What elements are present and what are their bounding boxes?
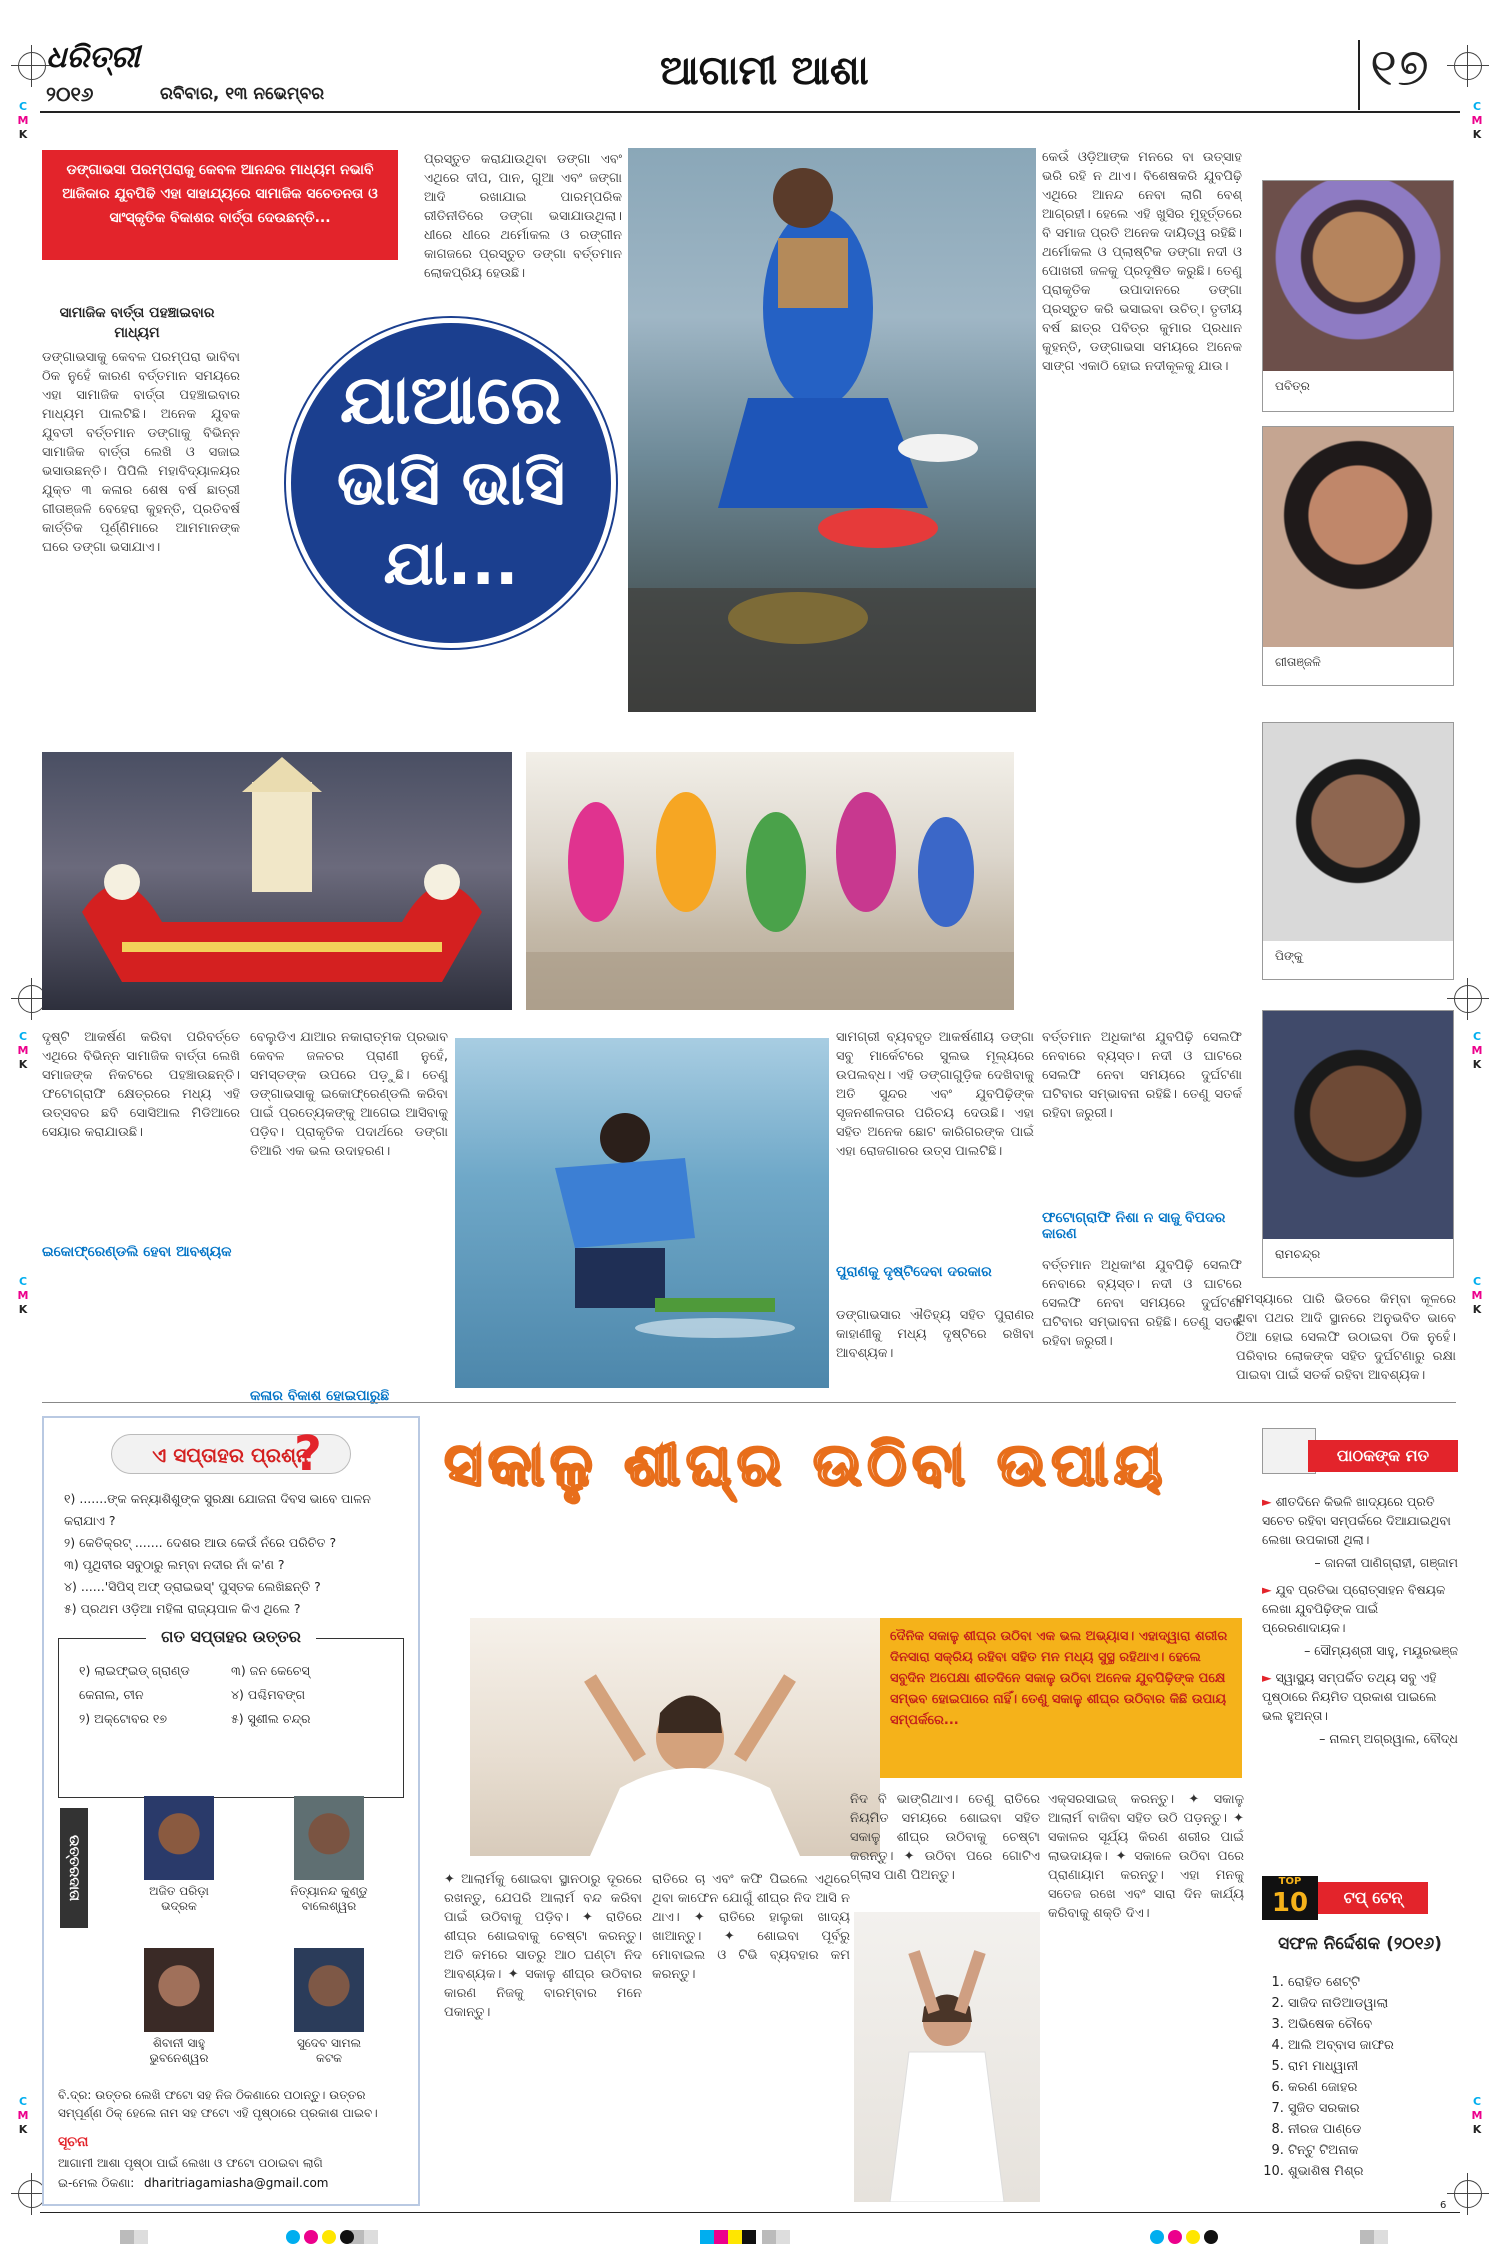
contact-label: ସୂଚନା [58, 2134, 89, 2150]
footer-page-number: 6 [1440, 2200, 1447, 2211]
quiz-question: ୫) ପ୍ରଥମ ଓଡ଼ିଆ ମହିଳା ରାଜ୍ୟପାଳ କିଏ ଥିଲେ ? [64, 1601, 301, 1616]
profile-card-4 [1262, 1010, 1454, 1278]
reader-opinion-item: ► ଶୀତଦିନେ କିଭଳି ଖାଦ୍ୟରେ ପ୍ରତି ସଚେତ ରହିବା ସମ୍ପର୍କରେ ଦିଆଯାଇଥିବା ଲେଖା ଉପକାରୀ ଥିଲା। – ଜାନକୀ ପାଣିଗ୍ରାହୀ, ଗଞ୍ଜାମ [1262, 1494, 1458, 1570]
cmk-mark-right-3: C M K [1471, 1275, 1483, 1316]
email-label: ଇ-ମେଲ ଠିକଣା: [58, 2176, 135, 2190]
lead-column-7c: ବର୍ତ୍ତମାନ ଅଧିକାଂଶ ଯୁବପିଢ଼ି ସେଲଫି ନେବାରେ ବ୍ୟସ୍ତ। ନଦୀ ଓ ଘାଟରେ ସେଲଫି ନେବା ସମୟରେ ଦୁର୍ଘଟଣା ଘଟିବାର ସମ୍ଭାବନା ରହିଛି। ତେଣୁ ସତର୍କ ରହିବା ଜରୁରୀ। [1042, 1258, 1242, 1349]
winner-photo-2 [294, 1796, 364, 1880]
reader-opinion-list [1262, 1492, 1458, 1748]
color-bar-2 [134, 2230, 148, 2244]
color-bar-5 [1360, 2230, 1374, 2244]
profile-card-3 [1262, 722, 1454, 980]
profile-photo-2 [1263, 427, 1453, 647]
cmk-mark-left-2: C M K [17, 1030, 29, 1071]
profile-photo-4 [1263, 1011, 1453, 1239]
profile-name-4: ରାମଚନ୍ଦ୍ର [1275, 1247, 1321, 1261]
lead-column-1: ଡଙ୍ଗାଭସାକୁ କେବଳ ପରମ୍ପରା ଭାବିବା ଠିକ ନୁହେଁ କାରଣ ବର୍ତ୍ତମାନ ସମୟରେ ଏହା ସାମାଜିକ ବାର୍ତ୍ତା ପହଞ୍ଚାଇବାର ମାଧ୍ୟମ ପାଲଟିଛି। ଅନେକ ଯୁବକ ଯୁବତୀ ବର୍ତ୍ତମାନ ଡଙ୍ଗାକୁ ବିଭିନ୍ନ ସାମାଜିକ ବାର୍ତ୍ତା ଲେଖି ଓ ସଜାଇ ଭସାଉଛନ୍ତି। ପିପିଲି ମହାବିଦ୍ୟାଳୟର ଯୁକ୍ତ ୩ କଳାର ଶେଷ ବର୍ଷ ଛାତ୍ରୀ ଗୀତାଞ୍ଜଳି ବେହେରା କୁହନ୍ତି, ପ୍ରତିବର୍ଷ କାର୍ତ୍ତିକ ପୂର୍ଣ୍ଣିମାରେ ଆମମାନଙ୍କ ଘରେ ଡଙ୍ଗା ଭସାଯାଏ। [42, 350, 240, 555]
cmk-mark-left-4: C M K [17, 2095, 29, 2136]
profile-photo-3 [1263, 723, 1453, 941]
answer: ୪) ପଶ୍ଚିମବଙ୍ଗ [231, 1687, 306, 1702]
masthead [40, 38, 1460, 113]
answer: ୫) ସୁଶୀଲ ଚନ୍ଦ୍ର [231, 1711, 311, 1726]
cmk-mark-left-3: C M K [17, 1275, 29, 1316]
winner-card-4 [264, 1948, 394, 2066]
reader-opinion-header [1262, 1428, 1458, 1478]
winner-photo-3 [144, 1948, 214, 2032]
cmk-mark-right-4: C M K [1471, 2095, 1483, 2136]
reader-opinion-item: ► ସ୍ୱାସ୍ଥ୍ୟ ସମ୍ପର୍କିତ ତଥ୍ୟ ସବୁ ଏହି ପୃଷ୍ଠାରେ ନିୟମିତ ପ୍ରକାଶ ପାଇଲେ ଭଲ ହୁଅନ୍ତା। – ନାଲମ୍ ଅଗ୍ରୱାଲ, ବୌଦ୍ଧ [1262, 1670, 1458, 1746]
top-ten-item: 8. ନୀରଜ ପାଣ୍ଡେ [1288, 2119, 1458, 2140]
top-ten-item: 7. ସୁଜିତ ସରକାର [1288, 2098, 1458, 2119]
quiz-question: ୩) ପୃଥିବୀର ସବୁଠାରୁ ଲମ୍ବା ନଦୀର ନାଁ କ'ଣ ? [64, 1557, 285, 1572]
top-ten-label: ଟପ୍ ଟେନ୍ [1318, 1882, 1428, 1914]
newspaper-logo: ଧରିତ୍ରୀ [46, 40, 140, 75]
cmk-mark-right-1: C M K [1471, 100, 1483, 141]
feature-column-3: ନିଦ ବି ଭାଙ୍ଗିଥାଏ। ତେଣୁ ରାତିରେ ନିୟମିତ ସମୟରେ ଶୋଇବା ସହିତ ସକାଳୁ ଶୀଘ୍ର ଉଠିବାକୁ ଚେଷ୍ଟା କରନ୍ତୁ। ✦ ଉଠିବା ପରେ ଗୋଟିଏ ଗ୍ଲାସ ପାଣି ପିଅନ୍ତୁ। [850, 1792, 1040, 1883]
winner-name-2: ନିତ୍ୟାନନ୍ଦ କୁଣ୍ଡୁ [290, 1884, 368, 1898]
profile-photo-1 [1263, 181, 1453, 371]
feature-column-4: ଏକ୍ସରସାଇଜ୍ କରନ୍ତୁ। ✦ ସକାଳୁ ଆଲାର୍ମ ବାଜିବା ସହିତ ଉଠି ପଡ଼ନ୍ତୁ। ✦ ସକାଳର ସୂର୍ଯ୍ୟ କିରଣ ଶରୀର ପାଇଁ ଲାଭଦାୟକ। ✦ ସକାଳେ ଉଠିବା ପରେ ପ୍ରାଣାୟାମ କରନ୍ତୁ। ଏହା ମନକୁ ସତେଜ ରଖେ ଏବଂ ସାରା ଦିନ କାର୍ଯ୍ୟ କରିବାକୁ ଶକ୍ତି ଦିଏ। [1048, 1792, 1244, 1921]
section-title: ଆଗାମୀ ଆଶା [660, 48, 869, 94]
top-ten-badge: TOP 10 [1262, 1876, 1318, 1920]
masthead-year: ୨୦୧୬ [46, 82, 94, 106]
contact-text: ଆଗାମୀ ଆଶା ପୃଷ୍ଠା ପାଇଁ ଲେଖା ଓ ଫଟୋ ପଠାଇବା ଲାଗି [58, 2156, 323, 2170]
color-dots-1 [286, 2230, 354, 2244]
color-bar-4 [364, 2230, 378, 2244]
photo-woman-stretching [854, 1912, 1040, 2202]
top-ten-item: 4. ଆଲି ଅବ୍ବାସ ଜାଫର [1288, 2035, 1458, 2056]
question-mark-icon: ? [294, 1426, 322, 1482]
quiz-question: ୪) ......'ସିପିସ୍ ଅଫ୍ ଡ୍ରାଇଭସ୍' ପୁସ୍ତକ ଲେଖିଛନ୍ତି ? [64, 1579, 321, 1594]
lead-title-line3: ଯା... [383, 526, 519, 599]
lead-intro-text: ଡଙ୍ଗାଭସା ପରମ୍ପରାକୁ କେବଳ ଆନନ୍ଦର ମାଧ୍ୟମ ନଭାବି ଆଜିକାର ଯୁବପିଢି ଏହା ସାହାଯ୍ୟରେ ସାମାଜିକ ସଚେତନତା ଓ ସାଂସ୍କୃତିକ ବିକାଶର ବାର୍ତ୍ତା ଦେଉଛନ୍ତି... [62, 162, 378, 226]
top-ten-item: 10. ଶୁଭାଶିଷ ମିଶ୍ର [1288, 2161, 1458, 2182]
top-ten-item: 1. ରୋହିତ ଶେଟ୍ଟି [1288, 1972, 1458, 1993]
answer: ୧) ଲାଇଫ୍‌ଇଡ୍ ଗ୍ରାଣ୍ଡ କେନାଲ, ଚୀନ [79, 1663, 190, 1702]
page-number: ୧୭ [1370, 38, 1429, 98]
answer: ୩) ଜନ କେଚେସ୍ [231, 1663, 310, 1678]
photo-man-floating-boat [455, 1038, 829, 1388]
lead-column-3: କେଉଁ ଓଡ଼ିଆଙ୍କ ମନରେ ବା ଉତ୍ସାହ ଭରି ରହି ନ ଥାଏ। ବିଶେଷକରି ଯୁବପିଢ଼ି ଏଥିରେ ଆନନ୍ଦ ନେବା ଲାଗି ବେଶ୍ ଆଗ୍ରହୀ। ହେଲେ ଏହି ଖୁସିର ମୁହୂର୍ତ୍ତରେ ବି ସମାଜ ପ୍ରତି ଅନେକ ଦାୟିତ୍ୱ ରହିଛି। ଥର୍ମୋକଲ ଓ ପ୍ଲାଷ୍ଟିକ ଡଙ୍ଗା ନଦୀ ଓ ପୋଖରୀ ଜଳକୁ ପ୍ରଦୂଷିତ କରୁଛି। ତେଣୁ ପ୍ରାକୃତିକ ଉପାଦାନରେ ଡଙ୍ଗା ପ୍ରସ୍ତୁତ କରି ଭସାଇବା ଉଚିତ୍। ତୃତୀୟ ବର୍ଷ ଛାତ୍ର ପବିତ୍ର କୁମାର ପ୍ରଧାନ କୁହନ୍ତି, ଡଙ୍ଗାଭସା ସମୟରେ ଅନେକ ସାଙ୍ଗ ଏକାଠି ହୋଇ ନଦୀକୂଳକୁ ଯାଉ। [1042, 150, 1242, 374]
photo-girls-floating-boats [526, 752, 1014, 1010]
highlight-art-development: କଳାର ବିକାଶ ହୋଇପାରୁଛି [250, 1388, 390, 1404]
lead-intro-box [42, 150, 398, 260]
quiz-questions [44, 1474, 418, 1620]
photo-swan-boat [42, 752, 512, 1010]
color-bar-1 [120, 2230, 134, 2244]
registration-mark-mid-right [1454, 985, 1482, 1013]
lead-column-5: ବେଲୁଡିଏ ଯାଆର ନକାରାତ୍ମକ ପ୍ରଭାବ କେବଳ ଜଳଚର ପ୍ରାଣୀ ନୁହେଁ, ସମସ୍ତଙ୍କ ଉପରେ ପଡ଼ୁଛି। ତେଣୁ ଡଙ୍ଗାଭସାକୁ ଇକୋଫ୍ରେଣ୍ଡଲି କରିବା ପାଇଁ ପ୍ରତ୍ୟେକଙ୍କୁ ଆଗେଇ ଆସିବାକୁ ପଡ଼ିବ। ପ୍ରାକୃତିକ ପଦାର୍ଥରେ ଡଙ୍ଗା ତିଆରି ଏକ ଭଲ ଉଦାହରଣ। [250, 1030, 448, 1159]
winner-name-3: ଶିବାନୀ ସାହୁ [152, 2036, 206, 2050]
top-ten-item: 9. ଟିନ୍‌ଟୁ ଟିଅନାକ [1288, 2140, 1458, 2161]
lead-title-line1: ଯାଆରେ [340, 361, 562, 440]
highlight-ecofriendly: ଇକୋଫ୍ରେଣ୍ଡଲି ହେବା ଆବଶ୍ୟକ [42, 1244, 232, 1260]
answers-title: ଗତ ସପ୍ତାହର ଉତ୍ତର [146, 1627, 316, 1647]
lead-subhead: ସାମାଜିକ ବାର୍ତ୍ତା ପହଞ୍ଚାଇବାର ମାଧ୍ୟମ [59, 305, 215, 341]
winner-place-1: ଭଦ୍ରକ [161, 1899, 197, 1913]
email-address[interactable]: dharitriagamiasha@gmail.com [144, 2176, 329, 2190]
lead-title-circle [286, 318, 616, 648]
winner-card-2 [264, 1796, 394, 1914]
highlight-mythology: ପୁରାଣକୁ ଦୃଷ୍ଟିଦେବା ଦରକାର [836, 1264, 992, 1280]
winner-name-4: ସୁଦେବ ସାମଲ [296, 2036, 362, 2050]
lead-column-8: ସମସ୍ୟାରେ ପାରି ଭିତରେ କିମ୍ବା କୂଳରେ ଥିବା ପଥର ଆଦି ସ୍ଥାନରେ ଅନୁଭବିତ ଭାବେ ଠିଆ ହୋଇ ସେଲଫି ଉଠାଇବା ଠିକ ନୁହେଁ। ପରିବାର ଲୋକଙ୍କ ସହିତ ଦୁର୍ଘଟଣାରୁ ରକ୍ଷା ପାଇବା ପାଇଁ ସତର୍କ ରହିବା ଆବଶ୍ୟକ। [1236, 1292, 1456, 1383]
answers-box [58, 1627, 404, 1798]
lead-column-7a: ଡଙ୍ଗାଭସାର ଐତିହ୍ୟ ସହିତ ପୁରାଣର କାହାଣୀକୁ ମଧ୍ୟ ଦୃଷ୍ଟିରେ ରଖିବା ଆବଶ୍ୟକ। [836, 1308, 1034, 1361]
feature-intro-text: ଦୈନିକ ସକାଳୁ ଶୀଘ୍ର ଉଠିବା ଏକ ଭଲ ଅଭ୍ୟାସ। ଏହାଦ୍ୱାରା ଶରୀର ଦିନସାରା ସକ୍ରିୟ ରହିବା ସହିତ ମନ ମଧ୍ୟ ସୁସ୍ଥ ରହିଥାଏ। ହେଲେ ସବୁଦିନ ଅପେକ୍ଷା ଶୀତଦିନେ ସକାଳୁ ଉଠିବା ଅନେକ ଯୁବପିଢ଼ିଙ୍କ ପକ୍ଷେ ସମ୍ଭବ ହୋଇପାରେ ନାହିଁ। ତେଣୁ ସକାଳୁ ଶୀଘ୍ର ଉଠିବାର କିଛି ଉପାୟ ସମ୍ପର୍କରେ... [890, 1629, 1228, 1728]
winners-label: ଉତ୍ତରଦାତା [60, 1808, 88, 1928]
reader-opinion-title: ପାଠକଙ୍କ ମତ [1308, 1440, 1458, 1472]
lead-column-7b: ବର୍ତ୍ତମାନ ଅଧିକାଂଶ ଯୁବପିଢ଼ି ସେଲଫି ନେବାରେ ବ୍ୟସ୍ତ। ନଦୀ ଓ ଘାଟରେ ସେଲଫି ନେବା ସମୟରେ ଦୁର୍ଘଟଣା ଘଟିବାର ସମ୍ଭାବନା ରହିଛି। ତେଣୁ ସତର୍କ ରହିବା ଜରୁରୀ। [1042, 1030, 1242, 1121]
lead-column-2: ପ୍ରସ୍ତୁତ କରାଯାଉଥିବା ଡଙ୍ଗା ଏବଂ ଏଥିରେ ଦୀପ, ପାନ, ଗୁଆ ଏବଂ ଜଙ୍ଗା ଆଦି ରଖାଯାଇ ପାରମ୍ପରିକ ରୀତିନୀତିରେ ଡଙ୍ଗା ଭସାଯାଉଥିଲା। ଧୀରେ ଧୀରେ ଥର୍ମୋକଲ ଓ ରଙ୍ଗୀନ କାଗଜରେ ପ୍ରସ୍ତୁତ ଡଙ୍ଗା ବର୍ତ୍ତମାନ ଲୋକପ୍ରିୟ ହେଉଛି। [424, 152, 622, 281]
top-ten-list [1262, 1972, 1458, 2182]
highlight-photography: ଫଟୋଗ୍ରାଫି ନିଶା ନ ସାଜୁ ବିପଦର କାରଣ [1042, 1210, 1226, 1242]
feature-title: ସକାଳୁ ଶୀଘ୍ର ଉଠିବା ଉପାୟ [444, 1430, 1168, 1498]
cmk-mark-left-1: C M K [17, 100, 29, 141]
feature-column-2: ରାତିରେ ଚା ଏବଂ କଫି ପିଇଲେ ଏଥିରେ ଥିବା କାଫେନ ଯୋଗୁଁ ଶୀଘ୍ର ନିଦ ଆସି ନ ଥାଏ। ✦ ରାତିରେ ହାଲୁକା ଖାଦ୍ୟ ଖାଆନ୍ତୁ। ✦ ଶୋଇବା ପୂର୍ବରୁ ମୋବାଇଲ ଓ ଟିଭି ବ୍ୟବହାର କମ କରନ୍ତୁ। [652, 1872, 850, 1982]
profile-name-2: ଗୀତାଞ୍ଜଳି [1275, 655, 1321, 669]
profile-name-1: ପବିତ୍ର [1275, 379, 1310, 393]
color-dots-2 [1150, 2230, 1218, 2244]
winner-place-4: କଟକ [315, 2051, 343, 2065]
feature-column-1: ✦ ଆଲାର୍ମକୁ ଶୋଇବା ସ୍ଥାନଠାରୁ ଦୂରରେ ରଖନ୍ତୁ, ଯେପରି ଆଲାର୍ମ ବନ୍ଦ କରିବା ପାଇଁ ଉଠିବାକୁ ପଡ଼ିବ। ✦ ରାତିରେ ଶୀଘ୍ର ଶୋଇବାକୁ ଚେଷ୍ଟା କରନ୍ତୁ। ଅତି କମରେ ସାତରୁ ଆଠ ଘଣ୍ଟା ନିଦ ଆବଶ୍ୟକ। ✦ ସକାଳୁ ଶୀଘ୍ର ଉଠିବାର କାରଣ ନିଜକୁ ବାରମ୍ବାର ମନେ ପକାନ୍ତୁ। [444, 1872, 642, 2020]
profile-card-1 [1262, 180, 1454, 412]
winner-photo-1 [144, 1796, 214, 1880]
profile-card-2 [1262, 426, 1454, 686]
winner-place-3: ଭୁବନେଶ୍ୱର [149, 2051, 209, 2065]
winner-card-1 [114, 1796, 244, 1914]
masthead-date: ରବିବାର, ୧୩ ନଭେମ୍ବର [160, 84, 325, 104]
color-bars-center [700, 2230, 790, 2244]
top-ten-title: ସଫଳ ନିର୍ଦ୍ଦେଶକ (୨୦୧୬) [1278, 1934, 1442, 1954]
quiz-title: ଏ ସପ୍ତାହର ପ୍ରଶ୍ନ [111, 1434, 351, 1474]
winner-name-1: ଅଜିତ ପରିଡ଼ା [149, 1884, 209, 1898]
quiz-note: ବି.ଦ୍ର: ଉତ୍ତର ଲେଖି ଫଟୋ ସହ ନିଜ ଠିକଣାରେ ପଠାନ୍ତୁ। ଉତ୍ତର ସମ୍ପୂର୍ଣ୍ଣ ଠିକ୍ ହେଲେ ନାମ ସହ ଫଟୋ ଏହି ପୃଷ୍ଠାରେ ପ୍ରକାଶ ପାଇବ। [58, 2088, 378, 2120]
winner-photo-4 [294, 1948, 364, 2032]
lead-column-6: ସାମଗ୍ରୀ ବ୍ୟବହୃତ ଆକର୍ଷଣୀୟ ଡଙ୍ଗା ସବୁ ମାର୍କେଟରେ ସୁଲଭ ମୂଲ୍ୟରେ ଉପଲବ୍ଧ। ଏହି ଡଙ୍ଗାଗୁଡ଼ିକ ଦେଖିବାକୁ ଅତି ସୁନ୍ଦର ଏବଂ ଯୁବପିଢ଼ିଙ୍କ ସୃଜନଶୀଳତାର ପରିଚୟ ଦେଉଛି। ଏହା ସହିତ ଅନେକ ଛୋଟ କାରିଗରଙ୍କ ପାଇଁ ଏହା ରୋଜଗାରର ଉତ୍ସ ପାଲଟିଛି। [836, 1030, 1034, 1159]
quiz-question: ୨) କେତିକ୍ରଟ୍ ....... ଦେଶର ଆଉ କେଉଁ ନଁରେ ପରିଚିତ ? [64, 1535, 337, 1550]
winner-place-2: ବାଲେଶ୍ୱର [301, 1899, 357, 1913]
feature-intro-box [880, 1618, 1242, 1778]
quiz-box [42, 1416, 420, 2206]
reader-opinion-item: ► ଯୁବ ପ୍ରତିଭା ପ୍ରୋତ୍ସାହନ ବିଷୟକ ଲେଖା ଯୁବପିଢ଼ିଙ୍କ ପାଇଁ ପ୍ରେରଣାଦାୟକ। – ସୌମ୍ୟଶ୍ରୀ ସାହୁ, ମୟୂରଭଞ୍ଜ [1262, 1582, 1458, 1658]
photo-woman-floating-boat [628, 148, 1036, 712]
lead-column-4: ଦୃଷ୍ଟି ଆକର୍ଷଣ କରିବା ପରିବର୍ତ୍ତେ ଏଥିରେ ବିଭିନ୍ନ ସାମାଜିକ ବାର୍ତ୍ତା ଲେଖି ସମାଜଙ୍କ ନିକଟରେ ପହଞ୍ଚାଉଛନ୍ତି। ଫଟୋଗ୍ରାଫି କ୍ଷେତ୍ରରେ ମଧ୍ୟ ଏହି ଉତ୍ସବର ଛବି ସୋସିଆଲ ମିଡିଆରେ ସେୟାର କରାଯାଉଛି। [42, 1030, 240, 1140]
answer: ୨) ଅକ୍ଟୋବର ୧୭ [79, 1711, 168, 1726]
top-ten-item: 6. କରଣ ଜୋହର [1288, 2077, 1458, 2098]
color-bar-6 [1374, 2230, 1388, 2244]
quiz-question: ୧) .......ଙ୍କ କନ୍ୟାଶିଶୁଙ୍କ ସୁରକ୍ଷା ଯୋଜନା ଦିବସ ଭାବେ ପାଳନ କରାଯାଏ ? [64, 1491, 371, 1528]
top-ten-item: 5. ରାମ ମାଧ୍ୱାନୀ [1288, 2056, 1458, 2077]
top-ten-item: 3. ଅଭିଷେକ ଚୌବେ [1288, 2014, 1458, 2035]
photo-woman-waking-up [470, 1618, 880, 1856]
cmk-mark-right-2: C M K [1471, 1030, 1483, 1071]
top-ten-header [1262, 1876, 1458, 1920]
lead-title-line2: ଭାସି ଭାସି [336, 446, 566, 519]
top-ten-item: 2. ସାଜିଦ ନାଡିଆଡୱାଲା [1288, 1993, 1458, 2014]
winner-card-3 [114, 1948, 244, 2066]
registration-mark-bottom-right [1454, 2180, 1482, 2208]
profile-name-3: ପିଙ୍କୁ [1275, 949, 1303, 963]
